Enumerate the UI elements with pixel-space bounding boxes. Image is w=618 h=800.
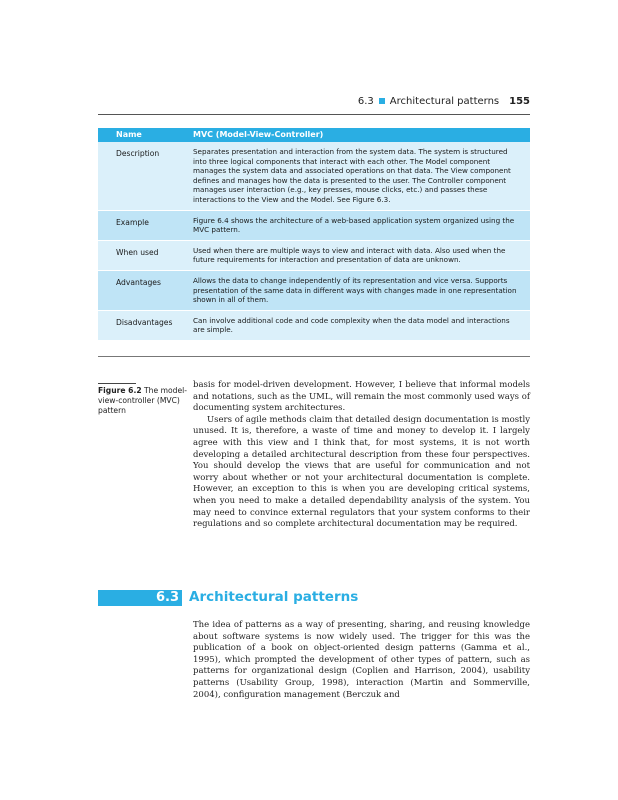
- row-label: Advantages: [116, 277, 161, 287]
- paragraph: Users of agile methods claim that detailed design documentation is mostly unused. It is, therefore, a waste of time and money to develop it. I largely agree with this view and I think that, for most systems, it is not worth developing a detailed architectural description from these four perspectives. You should develop the views that are useful for communication and not worry about whether or not your architectural documentation is complete. However, an exception to this is when you are developing critical systems, when you need to make a detailed dependability analysis of the system. You may need to convince external regulators that your system conforms to their regulations and so complete architectural documentation may be required.: [193, 414, 530, 530]
- row-value: Used when there are multiple ways to view and interact with data. Also used when the future requirements for interaction and presentation of data are unknown.: [193, 245, 506, 265]
- row-label: When used: [116, 247, 159, 257]
- table-bottom-rule: [98, 356, 530, 357]
- table-row-when-used: [98, 241, 530, 271]
- table-row-example: [98, 211, 530, 241]
- header-section-number: 6.3: [357, 96, 374, 107]
- header-title: Architectural patterns: [389, 96, 500, 107]
- caption-rule: [98, 383, 136, 384]
- table-header-row: [98, 128, 530, 142]
- paragraph: The idea of patterns as a way of presenting, sharing, and reusing knowledge about software systems is now widely used. The trigger for this was the publication of a book on object-oriented design patterns (Gamma et al., 1995), which prompted the development of other types of pattern, such as patterns for organizational design (Coplien and Harrison, 2004), usability patterns (Usability Group, 1998), interaction (Martin and Sommerville, 2004), configuration management (Berczuk and: [193, 620, 530, 700]
- table-header-pattern: MVC (Model-View-Controller): [193, 130, 324, 139]
- row-value: Can involve additional code and code complexity when the data model and interactions are simple.: [193, 315, 510, 335]
- figure-caption: [98, 386, 188, 416]
- page-number: 155: [509, 96, 530, 107]
- section-number-bar: [98, 590, 182, 606]
- body-text-top: [193, 380, 530, 531]
- row-label: Example: [116, 217, 149, 227]
- table-row-disadvantages: [98, 311, 530, 341]
- row-value: Figure 6.4 shows the architecture of a web-based application system organized using the MVC pattern.: [193, 215, 515, 235]
- square-bullet-icon: [379, 98, 385, 104]
- mvc-pattern-table: [98, 128, 530, 341]
- body-text-bottom: [193, 620, 530, 701]
- caption-figure-label: Figure 6.2: [98, 386, 142, 395]
- running-header: [98, 96, 530, 107]
- table-header-name: Name: [116, 130, 142, 139]
- section-number: 6.3: [155, 590, 179, 605]
- row-value: Allows the data to change independently of its representation and vice versa. Supports presentation of the same data in different ways with changes made in one representation shown in all of them.: [193, 275, 517, 305]
- row-label: Description: [116, 149, 160, 158]
- caption-text: The model-view-controller (MVC) pattern: [98, 386, 187, 415]
- table-row-description: [98, 142, 530, 211]
- row-value: Separates presentation and interaction from the system data. The system is structured into three logical components that interact with each other. The Model component manages the system data and associated operations on that data. The View component defines and manages how the data is presented to the user. The Controller component manages user interaction (e.g., key presses, mouse clicks, etc.) and passes these interactions to the View and the Model. See Figure 6.3.: [193, 147, 511, 204]
- row-label: Disadvantages: [116, 317, 173, 327]
- table-row-advantages: [98, 271, 530, 311]
- header-rule: [98, 114, 530, 115]
- section-title: Architectural patterns: [189, 589, 359, 605]
- paragraph: basis for model-driven development. However, I believe that informal models and notations, such as the UML, will remain the most commonly used ways of documenting system architectures.: [193, 380, 530, 414]
